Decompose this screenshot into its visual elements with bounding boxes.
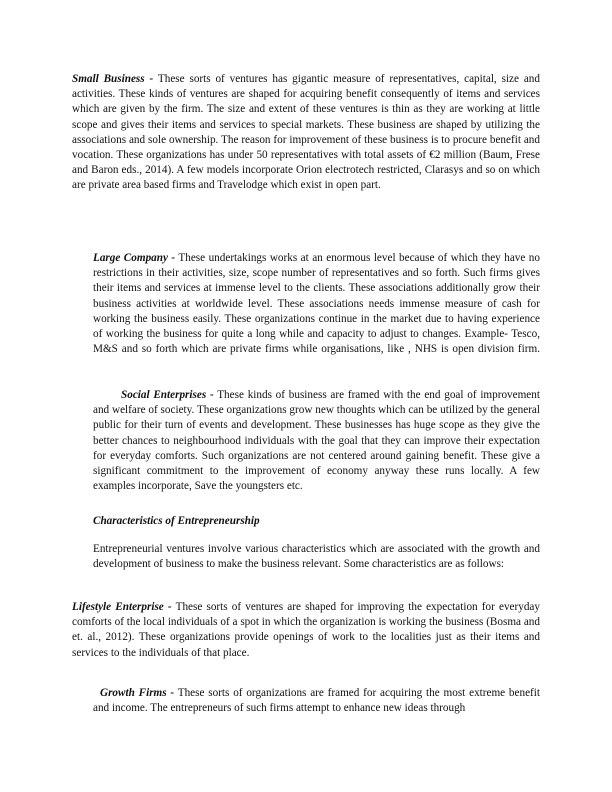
paragraph-text: These sorts of organizations are framed for acquiring the most extreme benefit and income. The entrepreneurs of such firms attempt to enhance new ideas through — [93, 687, 540, 715]
paragraph-large-company — [93, 251, 540, 357]
paragraph-text: These kinds of business are framed with the end goal of improvement and welfare of society. These organizations grow new thoughts which can be utilized by the general public for their turn of events and development. These businesses has huge scope as they give the better chances to neighbourhood individuals with the goal that they can improve their expectation for everyday comforts. Such organizations are not centered around gaining benefit. These give a significant commitment to the improvement of economy anyway these runs locally. A few examples incorporate, Save the youngsters etc. — [93, 389, 540, 493]
paragraph-lifestyle-enterprise — [72, 600, 540, 661]
paragraph-small-business — [72, 72, 540, 194]
paragraph-text: These sorts of ventures are shaped for improving the expectation for everyday comforts of the local individuals of a spot in which the organization is working the business (Bosma and et. al., 2012). These organizations provide openings of work to the localities just as their items and services to the individuals of that place. — [72, 601, 540, 659]
paragraph-lead: Social Enterprises - — [121, 389, 214, 401]
paragraph-lead: Large Company - — [93, 252, 176, 264]
section-heading: Characteristics of Entrepreneurship — [93, 515, 260, 527]
paragraph-lead: Growth Firms - — [100, 687, 175, 699]
paragraph-lead: Small Business - — [72, 73, 154, 85]
paragraph-text: These undertakings works at an enormous level because of which they have no restrictions in their activities, size, scope number of representatives and so forth. Such firms gives their items and services at immense level to the clients. These associations additionally grow their business activities at worldwide level. These associations needs immense measure of cash for working the business easily. These organizations continue in the market due to having experience of working the business for quite a long while and capacity to adjust to changes. Example- Tesco, M&S and so forth which are private firms while organisations, like , NHS is open division firm. — [93, 252, 540, 356]
paragraph-text: These sorts of ventures has gigantic measure of representatives, capital, size and activities. These kinds of ventures are shaped for acquiring benefit consequently of items and services which are given by the firm. The size and extent of these ventures is thin as they are working at little scope and gives their items and services to special markets. These business are shaped by utilizing the associations and sole ownership. The reason for improvement of these business is to procure benefit and vocation. These organizations has under 50 representatives with total assets of €2 million (Baum, Frese and Baron eds., 2014). A few models incorporate Orion electrotech restricted, Clarasys and so on which are private area based firms and Travelodge which exist in open part. — [72, 73, 540, 192]
paragraph-lead: Lifestyle Enterprise - — [72, 601, 172, 613]
paragraph-characteristics-intro: Entrepreneurial ventures involve various characteristics which are associated with the growth and development of business to make the business relevant. Some characteristics are as follows: — [93, 543, 540, 571]
paragraph-social-enterprises — [93, 388, 540, 494]
paragraph-growth-firms — [93, 686, 540, 716]
